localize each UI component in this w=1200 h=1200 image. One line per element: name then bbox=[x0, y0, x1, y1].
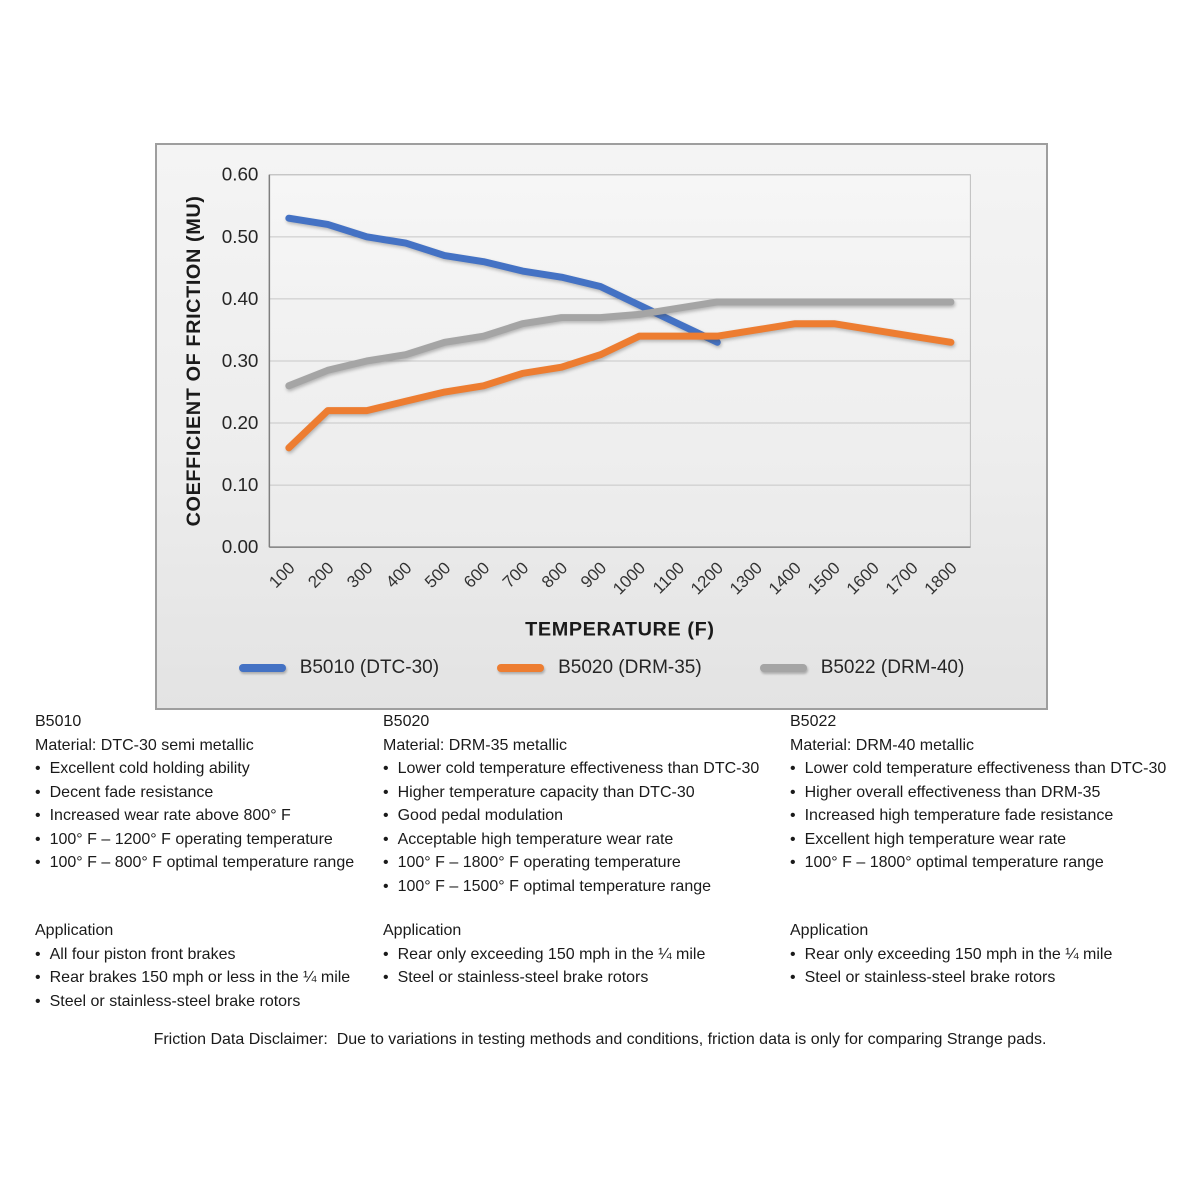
feature-list bbox=[35, 757, 380, 875]
bullet-item: • Acceptable high temperature wear rate bbox=[383, 828, 783, 852]
application-list bbox=[35, 943, 350, 1014]
y-tick-label: 0.40 bbox=[221, 287, 259, 309]
bullet-item: • 100° F – 1200° F operating temperature bbox=[35, 828, 380, 852]
application-header: Application bbox=[790, 922, 869, 939]
feature-list bbox=[383, 757, 783, 898]
spec-block bbox=[790, 710, 1195, 875]
legend-item bbox=[760, 657, 965, 679]
x-tick-label: 1400 bbox=[764, 558, 805, 599]
info-column-b5022 bbox=[790, 710, 1195, 986]
bullet-item: • Lower cold temperature effectiveness than DTC-30 bbox=[790, 757, 1195, 781]
x-tick-label: 300 bbox=[343, 558, 377, 592]
application-header: Application bbox=[383, 922, 462, 939]
bullet-item: • 100° F – 1800° optimal temperature range bbox=[790, 851, 1195, 875]
feature-list bbox=[790, 757, 1195, 875]
bullet-item: • All four piston front brakes bbox=[35, 943, 350, 967]
y-tick-label: 0.10 bbox=[221, 474, 259, 496]
x-tick-label: 1200 bbox=[687, 558, 728, 599]
x-tick-label: 1600 bbox=[842, 558, 883, 599]
application-block bbox=[790, 919, 1112, 990]
info-column-b5020 bbox=[383, 710, 783, 986]
x-tick-label: 900 bbox=[576, 558, 611, 592]
legend-label: B5010 (DTC-30) bbox=[299, 657, 440, 678]
bullet-item: • Steel or stainless-steel brake rotors bbox=[35, 990, 350, 1014]
x-tick-label: 1700 bbox=[881, 558, 922, 599]
x-tick-label: 1500 bbox=[803, 558, 844, 599]
bullet-item: • Higher temperature capacity than DTC-30 bbox=[383, 781, 783, 805]
x-tick-label: 600 bbox=[459, 558, 494, 592]
info-column-b5010 bbox=[35, 710, 380, 1010]
pad-material: Material: DRM-40 metallic bbox=[790, 736, 975, 754]
bullet-item: • Rear brakes 150 mph or less in the ¼ mile bbox=[35, 966, 350, 990]
x-tick-label: 1300 bbox=[725, 558, 766, 599]
pad-id: B5022 bbox=[790, 713, 837, 730]
x-tick-label: 1100 bbox=[648, 558, 689, 598]
legend-swatch bbox=[497, 664, 544, 672]
bullet-item: • Rear only exceeding 150 mph in the ¼ mile bbox=[790, 943, 1112, 967]
bullet-item: • Lower cold temperature effectiveness than DTC-30 bbox=[383, 757, 783, 781]
y-tick-label: 0.00 bbox=[221, 536, 259, 558]
bullet-item: • Steel or stainless-steel brake rotors bbox=[790, 966, 1112, 990]
application-block bbox=[383, 919, 705, 990]
pad-id: B5010 bbox=[35, 713, 82, 730]
bullet-item: • Higher overall effectiveness than DRM-35 bbox=[790, 781, 1195, 805]
chart-legend bbox=[157, 657, 1046, 679]
bullet-item: • Rear only exceeding 150 mph in the ¼ mile bbox=[383, 943, 705, 967]
legend-swatch bbox=[239, 664, 286, 672]
bullet-item: • 100° F – 800° F optimal temperature range bbox=[35, 851, 380, 875]
bullet-item: • 100° F – 1800° F operating temperature bbox=[383, 851, 783, 875]
spec-block bbox=[383, 710, 783, 898]
application-list bbox=[790, 943, 1112, 990]
y-tick-label: 0.20 bbox=[221, 411, 259, 433]
bullet-item: • Steel or stainless-steel brake rotors bbox=[383, 966, 705, 990]
bullet-item: • Increased high temperature fade resistance bbox=[790, 804, 1195, 828]
bullet-item: • 100° F – 1500° F optimal temperature range bbox=[383, 875, 783, 899]
x-tick-label: 800 bbox=[537, 558, 572, 592]
x-tick-label: 700 bbox=[498, 558, 533, 592]
bullet-item: • Increased wear rate above 800° F bbox=[35, 804, 380, 828]
y-tick-label: 0.60 bbox=[221, 163, 259, 185]
friction-chart-panel bbox=[155, 143, 1048, 710]
x-tick-label: 400 bbox=[382, 558, 416, 592]
y-axis-title: COEFFICIENT OF FRICTION (MU) bbox=[182, 195, 205, 527]
legend-item bbox=[239, 657, 439, 679]
legend-item bbox=[497, 657, 702, 679]
pad-id: B5020 bbox=[383, 713, 430, 730]
application-list bbox=[383, 943, 705, 990]
legend-label: B5020 (DRM-35) bbox=[558, 657, 702, 678]
x-tick-label: 100 bbox=[265, 558, 299, 592]
application-block bbox=[35, 919, 350, 1013]
pad-material: Material: DTC-30 semi metallic bbox=[35, 736, 254, 754]
y-tick-label: 0.50 bbox=[221, 225, 259, 247]
y-tick-label: 0.30 bbox=[221, 349, 259, 371]
x-tick-label: 200 bbox=[304, 558, 338, 592]
x-tick-label: 1000 bbox=[609, 558, 650, 599]
pad-material: Material: DRM-35 metallic bbox=[383, 736, 568, 754]
bullet-item: • Excellent cold holding ability bbox=[35, 757, 380, 781]
bullet-item: • Decent fade resistance bbox=[35, 781, 380, 805]
legend-swatch bbox=[760, 664, 807, 672]
legend-label: B5022 (DRM-40) bbox=[820, 657, 965, 678]
bullet-item: • Excellent high temperature wear rate bbox=[790, 828, 1195, 852]
x-tick-label: 500 bbox=[421, 558, 455, 592]
application-header: Application bbox=[35, 922, 114, 939]
x-tick-label: 1800 bbox=[920, 558, 961, 599]
x-axis-title: TEMPERATURE (F) bbox=[525, 618, 715, 641]
friction-chart bbox=[157, 145, 1046, 708]
bullet-item: • Good pedal modulation bbox=[383, 804, 783, 828]
spec-block bbox=[35, 710, 380, 875]
disclaimer: Friction Data Disclaimer: Due to variations in testing methods and conditions, friction data is only for comparing Strange pads. bbox=[153, 1031, 1047, 1048]
